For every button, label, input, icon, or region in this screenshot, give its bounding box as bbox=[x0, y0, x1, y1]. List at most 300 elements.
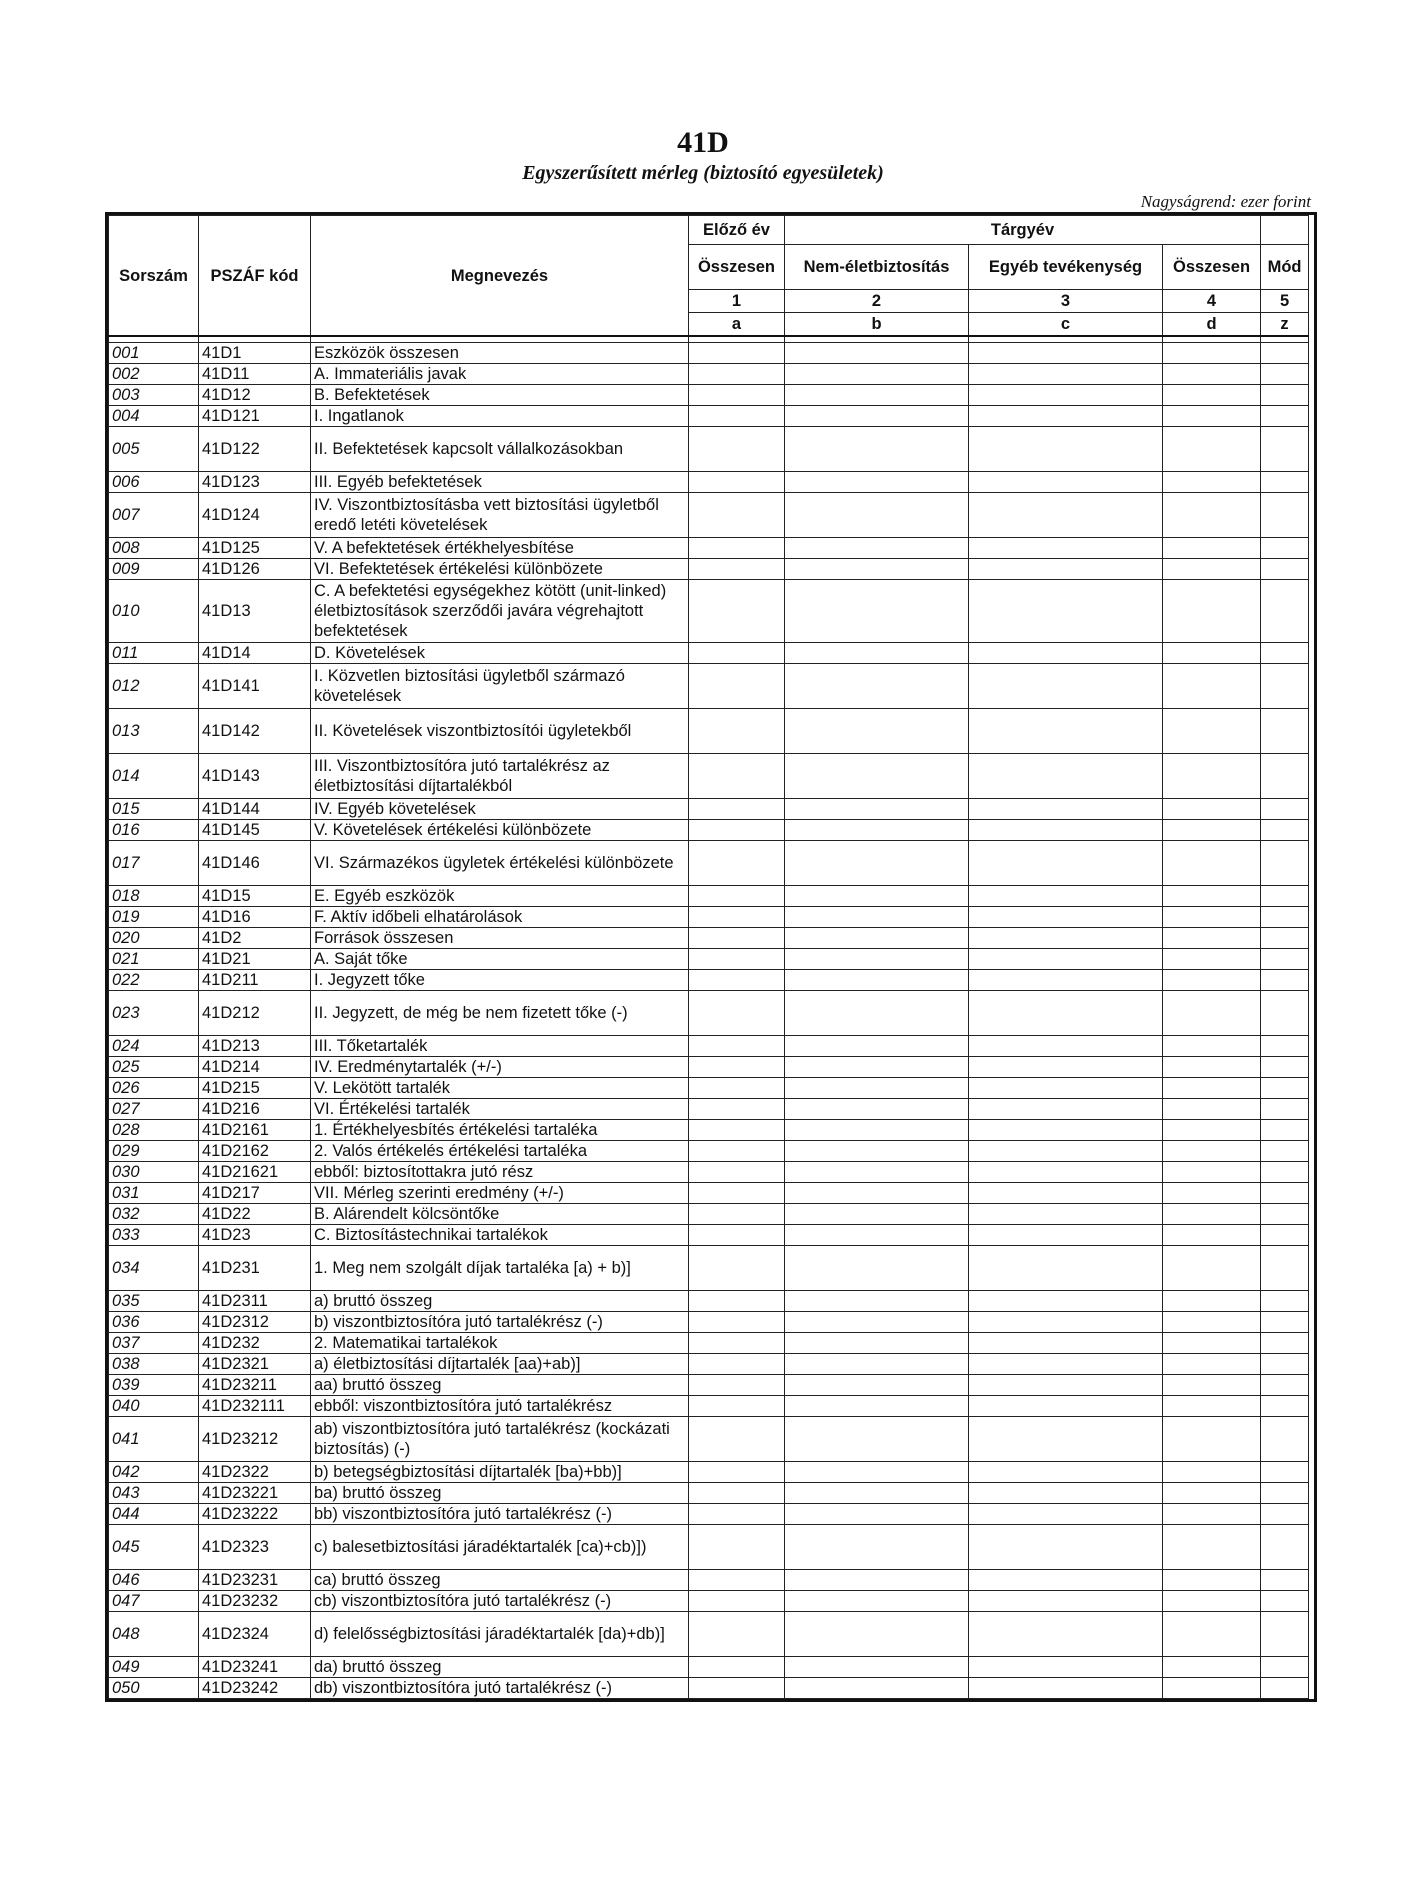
row-name: Források összesen bbox=[311, 928, 689, 949]
value-current-total[interactable] bbox=[1163, 1354, 1261, 1375]
value-other-activity[interactable] bbox=[969, 1225, 1163, 1246]
value-prev-total[interactable] bbox=[689, 991, 785, 1036]
value-prev-total[interactable] bbox=[689, 1333, 785, 1354]
table-row bbox=[109, 949, 1309, 970]
row-name: V. Lekötött tartalék bbox=[311, 1078, 689, 1099]
value-mode[interactable] bbox=[1261, 1183, 1309, 1204]
value-other-activity[interactable] bbox=[969, 364, 1163, 385]
row-code: 41D23231 bbox=[199, 1570, 311, 1591]
row-serial: 039 bbox=[109, 1375, 199, 1396]
value-current-total[interactable] bbox=[1163, 1162, 1261, 1183]
value-prev-total[interactable] bbox=[689, 709, 785, 754]
row-name: C. A befektetési egységekhez kötött (unit-linked) életbiztosítások szerződői javára végrehajtott befektetések bbox=[311, 580, 689, 643]
value-mode[interactable] bbox=[1261, 970, 1309, 991]
value-non-life[interactable] bbox=[785, 643, 969, 664]
row-serial: 048 bbox=[109, 1612, 199, 1657]
value-non-life[interactable] bbox=[785, 1396, 969, 1417]
value-current-total[interactable] bbox=[1163, 385, 1261, 406]
value-current-total[interactable] bbox=[1163, 1099, 1261, 1120]
value-other-activity[interactable] bbox=[969, 559, 1163, 580]
table-row bbox=[109, 1141, 1309, 1162]
value-prev-total[interactable] bbox=[689, 949, 785, 970]
value-other-activity[interactable] bbox=[969, 580, 1163, 643]
value-other-activity[interactable] bbox=[969, 1204, 1163, 1225]
value-mode[interactable] bbox=[1261, 1057, 1309, 1078]
value-non-life[interactable] bbox=[785, 493, 969, 538]
value-mode[interactable] bbox=[1261, 472, 1309, 493]
value-mode[interactable] bbox=[1261, 1612, 1309, 1657]
value-other-activity[interactable] bbox=[969, 1483, 1163, 1504]
value-current-total[interactable] bbox=[1163, 406, 1261, 427]
value-current-total[interactable] bbox=[1163, 1057, 1261, 1078]
value-other-activity[interactable] bbox=[969, 1657, 1163, 1678]
value-mode[interactable] bbox=[1261, 1354, 1309, 1375]
value-mode[interactable] bbox=[1261, 538, 1309, 559]
row-name: bb) viszontbiztosítóra jutó tartalékrész (-) bbox=[311, 1504, 689, 1525]
value-non-life[interactable] bbox=[785, 1036, 969, 1057]
value-prev-total[interactable] bbox=[689, 886, 785, 907]
value-prev-total[interactable] bbox=[689, 1525, 785, 1570]
value-current-total[interactable] bbox=[1163, 1570, 1261, 1591]
value-mode[interactable] bbox=[1261, 1678, 1309, 1699]
value-non-life[interactable] bbox=[785, 709, 969, 754]
value-prev-total[interactable] bbox=[689, 928, 785, 949]
row-code: 41D231 bbox=[199, 1246, 311, 1291]
value-non-life[interactable] bbox=[785, 1141, 969, 1162]
value-non-life[interactable] bbox=[785, 886, 969, 907]
value-prev-total[interactable] bbox=[689, 1375, 785, 1396]
value-non-life[interactable] bbox=[785, 949, 969, 970]
table-row bbox=[109, 820, 1309, 841]
value-non-life[interactable] bbox=[785, 1099, 969, 1120]
value-current-total[interactable] bbox=[1163, 427, 1261, 472]
value-current-total[interactable] bbox=[1163, 1504, 1261, 1525]
value-mode[interactable] bbox=[1261, 1375, 1309, 1396]
header-col-title: Nem-életbiztosítás bbox=[785, 245, 969, 290]
row-code: 41D21 bbox=[199, 949, 311, 970]
value-current-total[interactable] bbox=[1163, 1141, 1261, 1162]
row-code: 41D124 bbox=[199, 493, 311, 538]
value-mode[interactable] bbox=[1261, 1570, 1309, 1591]
value-current-total[interactable] bbox=[1163, 1120, 1261, 1141]
value-non-life[interactable] bbox=[785, 559, 969, 580]
value-other-activity[interactable] bbox=[969, 1333, 1163, 1354]
table-row bbox=[109, 1204, 1309, 1225]
value-current-total[interactable] bbox=[1163, 1462, 1261, 1483]
value-mode[interactable] bbox=[1261, 364, 1309, 385]
value-current-total[interactable] bbox=[1163, 991, 1261, 1036]
value-non-life[interactable] bbox=[785, 907, 969, 928]
value-mode[interactable] bbox=[1261, 1291, 1309, 1312]
value-non-life[interactable] bbox=[785, 754, 969, 799]
value-prev-total[interactable] bbox=[689, 427, 785, 472]
value-prev-total[interactable] bbox=[689, 1678, 785, 1699]
value-other-activity[interactable] bbox=[969, 1057, 1163, 1078]
value-other-activity[interactable] bbox=[969, 1570, 1163, 1591]
value-current-total[interactable] bbox=[1163, 928, 1261, 949]
value-prev-total[interactable] bbox=[689, 970, 785, 991]
value-non-life[interactable] bbox=[785, 1120, 969, 1141]
value-other-activity[interactable] bbox=[969, 1504, 1163, 1525]
value-mode[interactable] bbox=[1261, 1504, 1309, 1525]
row-name: 1. Értékhelyesbítés értékelési tartaléka bbox=[311, 1120, 689, 1141]
value-current-total[interactable] bbox=[1163, 949, 1261, 970]
row-code: 41D2 bbox=[199, 928, 311, 949]
value-other-activity[interactable] bbox=[969, 1183, 1163, 1204]
value-prev-total[interactable] bbox=[689, 493, 785, 538]
value-non-life[interactable] bbox=[785, 1504, 969, 1525]
table-row bbox=[109, 991, 1309, 1036]
value-other-activity[interactable] bbox=[969, 1162, 1163, 1183]
value-mode[interactable] bbox=[1261, 406, 1309, 427]
value-current-total[interactable] bbox=[1163, 538, 1261, 559]
value-non-life[interactable] bbox=[785, 1204, 969, 1225]
row-code: 41D23241 bbox=[199, 1657, 311, 1678]
value-non-life[interactable] bbox=[785, 1525, 969, 1570]
value-non-life[interactable] bbox=[785, 841, 969, 886]
value-current-total[interactable] bbox=[1163, 1417, 1261, 1462]
value-non-life[interactable] bbox=[785, 1417, 969, 1462]
value-mode[interactable] bbox=[1261, 1099, 1309, 1120]
value-prev-total[interactable] bbox=[689, 1483, 785, 1504]
value-mode[interactable] bbox=[1261, 1036, 1309, 1057]
value-non-life[interactable] bbox=[785, 538, 969, 559]
value-prev-total[interactable] bbox=[689, 1291, 785, 1312]
value-other-activity[interactable] bbox=[969, 1612, 1163, 1657]
row-serial: 015 bbox=[109, 799, 199, 820]
value-non-life[interactable] bbox=[785, 991, 969, 1036]
value-prev-total[interactable] bbox=[689, 1312, 785, 1333]
header-col-title: Összesen bbox=[689, 245, 785, 290]
value-non-life[interactable] bbox=[785, 364, 969, 385]
value-mode[interactable] bbox=[1261, 991, 1309, 1036]
row-name: F. Aktív időbeli elhatárolások bbox=[311, 907, 689, 928]
value-other-activity[interactable] bbox=[969, 907, 1163, 928]
value-other-activity[interactable] bbox=[969, 799, 1163, 820]
value-other-activity[interactable] bbox=[969, 385, 1163, 406]
row-code: 41D214 bbox=[199, 1057, 311, 1078]
value-other-activity[interactable] bbox=[969, 928, 1163, 949]
value-other-activity[interactable] bbox=[969, 643, 1163, 664]
value-prev-total[interactable] bbox=[689, 580, 785, 643]
value-mode[interactable] bbox=[1261, 1162, 1309, 1183]
value-mode[interactable] bbox=[1261, 1462, 1309, 1483]
value-other-activity[interactable] bbox=[969, 1462, 1163, 1483]
value-mode[interactable] bbox=[1261, 493, 1309, 538]
value-non-life[interactable] bbox=[785, 1462, 969, 1483]
value-prev-total[interactable] bbox=[689, 1396, 785, 1417]
value-non-life[interactable] bbox=[785, 1678, 969, 1699]
value-current-total[interactable] bbox=[1163, 754, 1261, 799]
value-mode[interactable] bbox=[1261, 1225, 1309, 1246]
value-non-life[interactable] bbox=[785, 1333, 969, 1354]
value-mode[interactable] bbox=[1261, 1078, 1309, 1099]
value-current-total[interactable] bbox=[1163, 820, 1261, 841]
value-prev-total[interactable] bbox=[689, 1354, 785, 1375]
value-prev-total[interactable] bbox=[689, 1612, 785, 1657]
value-other-activity[interactable] bbox=[969, 1591, 1163, 1612]
value-other-activity[interactable] bbox=[969, 1417, 1163, 1462]
row-serial: 026 bbox=[109, 1078, 199, 1099]
value-prev-total[interactable] bbox=[689, 1204, 785, 1225]
value-other-activity[interactable] bbox=[969, 1312, 1163, 1333]
row-serial: 021 bbox=[109, 949, 199, 970]
value-other-activity[interactable] bbox=[969, 1246, 1163, 1291]
value-prev-total[interactable] bbox=[689, 841, 785, 886]
table-row bbox=[109, 1078, 1309, 1099]
value-other-activity[interactable] bbox=[969, 886, 1163, 907]
value-non-life[interactable] bbox=[785, 580, 969, 643]
value-other-activity[interactable] bbox=[969, 1099, 1163, 1120]
value-mode[interactable] bbox=[1261, 886, 1309, 907]
table-row bbox=[109, 559, 1309, 580]
table-row bbox=[109, 886, 1309, 907]
value-current-total[interactable] bbox=[1163, 1246, 1261, 1291]
value-other-activity[interactable] bbox=[969, 472, 1163, 493]
value-other-activity[interactable] bbox=[969, 820, 1163, 841]
value-current-total[interactable] bbox=[1163, 886, 1261, 907]
value-current-total[interactable] bbox=[1163, 1483, 1261, 1504]
value-prev-total[interactable] bbox=[689, 820, 785, 841]
value-mode[interactable] bbox=[1261, 559, 1309, 580]
value-non-life[interactable] bbox=[785, 1078, 969, 1099]
value-current-total[interactable] bbox=[1163, 709, 1261, 754]
row-name: d) felelősségbiztosítási járadéktartalék [da)+db)] bbox=[311, 1612, 689, 1657]
row-code: 41D23242 bbox=[199, 1678, 311, 1699]
value-mode[interactable] bbox=[1261, 1396, 1309, 1417]
value-mode[interactable] bbox=[1261, 343, 1309, 364]
value-mode[interactable] bbox=[1261, 928, 1309, 949]
value-current-total[interactable] bbox=[1163, 1312, 1261, 1333]
value-non-life[interactable] bbox=[785, 799, 969, 820]
row-serial: 001 bbox=[109, 343, 199, 364]
value-other-activity[interactable] bbox=[969, 1354, 1163, 1375]
value-current-total[interactable] bbox=[1163, 472, 1261, 493]
value-mode[interactable] bbox=[1261, 1591, 1309, 1612]
value-current-total[interactable] bbox=[1163, 799, 1261, 820]
value-mode[interactable] bbox=[1261, 385, 1309, 406]
value-mode[interactable] bbox=[1261, 1525, 1309, 1570]
value-current-total[interactable] bbox=[1163, 841, 1261, 886]
header-col-letter: b bbox=[785, 313, 969, 337]
value-prev-total[interactable] bbox=[689, 385, 785, 406]
value-non-life[interactable] bbox=[785, 343, 969, 364]
value-prev-total[interactable] bbox=[689, 1591, 785, 1612]
value-current-total[interactable] bbox=[1163, 559, 1261, 580]
value-mode[interactable] bbox=[1261, 643, 1309, 664]
value-prev-total[interactable] bbox=[689, 559, 785, 580]
value-non-life[interactable] bbox=[785, 1225, 969, 1246]
value-other-activity[interactable] bbox=[969, 991, 1163, 1036]
value-current-total[interactable] bbox=[1163, 1525, 1261, 1570]
value-mode[interactable] bbox=[1261, 664, 1309, 709]
value-current-total[interactable] bbox=[1163, 1678, 1261, 1699]
header-col-number: 3 bbox=[969, 290, 1163, 313]
table-header bbox=[109, 216, 1309, 343]
value-mode[interactable] bbox=[1261, 709, 1309, 754]
table-row bbox=[109, 580, 1309, 643]
value-prev-total[interactable] bbox=[689, 1246, 785, 1291]
value-mode[interactable] bbox=[1261, 1246, 1309, 1291]
value-other-activity[interactable] bbox=[969, 1525, 1163, 1570]
value-non-life[interactable] bbox=[785, 427, 969, 472]
value-other-activity[interactable] bbox=[969, 1375, 1163, 1396]
value-current-total[interactable] bbox=[1163, 364, 1261, 385]
value-non-life[interactable] bbox=[785, 1375, 969, 1396]
value-prev-total[interactable] bbox=[689, 364, 785, 385]
value-non-life[interactable] bbox=[785, 1570, 969, 1591]
value-non-life[interactable] bbox=[785, 970, 969, 991]
value-non-life[interactable] bbox=[785, 1657, 969, 1678]
value-other-activity[interactable] bbox=[969, 1678, 1163, 1699]
value-prev-total[interactable] bbox=[689, 1036, 785, 1057]
value-other-activity[interactable] bbox=[969, 1396, 1163, 1417]
value-non-life[interactable] bbox=[785, 1612, 969, 1657]
value-non-life[interactable] bbox=[785, 1591, 969, 1612]
value-mode[interactable] bbox=[1261, 1483, 1309, 1504]
value-current-total[interactable] bbox=[1163, 970, 1261, 991]
value-prev-total[interactable] bbox=[689, 1099, 785, 1120]
value-mode[interactable] bbox=[1261, 1333, 1309, 1354]
value-mode[interactable] bbox=[1261, 1417, 1309, 1462]
value-other-activity[interactable] bbox=[969, 664, 1163, 709]
value-current-total[interactable] bbox=[1163, 1657, 1261, 1678]
value-prev-total[interactable] bbox=[689, 799, 785, 820]
row-name: 2. Valós értékelés értékelési tartaléka bbox=[311, 1141, 689, 1162]
value-other-activity[interactable] bbox=[969, 343, 1163, 364]
value-mode[interactable] bbox=[1261, 754, 1309, 799]
value-current-total[interactable] bbox=[1163, 493, 1261, 538]
value-non-life[interactable] bbox=[785, 1057, 969, 1078]
value-mode[interactable] bbox=[1261, 1120, 1309, 1141]
value-mode[interactable] bbox=[1261, 820, 1309, 841]
row-name: C. Biztosítástechnikai tartalékok bbox=[311, 1225, 689, 1246]
value-current-total[interactable] bbox=[1163, 1078, 1261, 1099]
value-current-total[interactable] bbox=[1163, 1591, 1261, 1612]
value-mode[interactable] bbox=[1261, 1141, 1309, 1162]
value-prev-total[interactable] bbox=[689, 1657, 785, 1678]
value-prev-total[interactable] bbox=[689, 1183, 785, 1204]
value-mode[interactable] bbox=[1261, 799, 1309, 820]
value-non-life[interactable] bbox=[785, 820, 969, 841]
value-other-activity[interactable] bbox=[969, 709, 1163, 754]
row-code: 41D212 bbox=[199, 991, 311, 1036]
value-non-life[interactable] bbox=[785, 1183, 969, 1204]
row-name: B. Alárendelt kölcsöntőke bbox=[311, 1204, 689, 1225]
value-mode[interactable] bbox=[1261, 427, 1309, 472]
value-current-total[interactable] bbox=[1163, 1612, 1261, 1657]
value-other-activity[interactable] bbox=[969, 493, 1163, 538]
value-prev-total[interactable] bbox=[689, 907, 785, 928]
value-non-life[interactable] bbox=[785, 928, 969, 949]
value-prev-total[interactable] bbox=[689, 1141, 785, 1162]
value-prev-total[interactable] bbox=[689, 1162, 785, 1183]
value-non-life[interactable] bbox=[785, 664, 969, 709]
value-mode[interactable] bbox=[1261, 1657, 1309, 1678]
value-mode[interactable] bbox=[1261, 1204, 1309, 1225]
row-code: 41D126 bbox=[199, 559, 311, 580]
value-prev-total[interactable] bbox=[689, 1462, 785, 1483]
value-non-life[interactable] bbox=[785, 1354, 969, 1375]
value-current-total[interactable] bbox=[1163, 907, 1261, 928]
value-prev-total[interactable] bbox=[689, 1057, 785, 1078]
value-non-life[interactable] bbox=[785, 472, 969, 493]
row-code: 41D232111 bbox=[199, 1396, 311, 1417]
value-non-life[interactable] bbox=[785, 385, 969, 406]
value-prev-total[interactable] bbox=[689, 1120, 785, 1141]
value-prev-total[interactable] bbox=[689, 754, 785, 799]
value-prev-total[interactable] bbox=[689, 343, 785, 364]
row-serial: 024 bbox=[109, 1036, 199, 1057]
value-non-life[interactable] bbox=[785, 1312, 969, 1333]
value-other-activity[interactable] bbox=[969, 754, 1163, 799]
value-non-life[interactable] bbox=[785, 1162, 969, 1183]
value-current-total[interactable] bbox=[1163, 1396, 1261, 1417]
value-other-activity[interactable] bbox=[969, 1036, 1163, 1057]
value-mode[interactable] bbox=[1261, 580, 1309, 643]
value-current-total[interactable] bbox=[1163, 1036, 1261, 1057]
value-prev-total[interactable] bbox=[689, 1225, 785, 1246]
value-current-total[interactable] bbox=[1163, 643, 1261, 664]
value-other-activity[interactable] bbox=[969, 949, 1163, 970]
header-blank bbox=[1261, 216, 1309, 245]
value-mode[interactable] bbox=[1261, 1312, 1309, 1333]
value-prev-total[interactable] bbox=[689, 406, 785, 427]
value-current-total[interactable] bbox=[1163, 1183, 1261, 1204]
value-current-total[interactable] bbox=[1163, 664, 1261, 709]
value-non-life[interactable] bbox=[785, 406, 969, 427]
value-current-total[interactable] bbox=[1163, 580, 1261, 643]
row-code: 41D215 bbox=[199, 1078, 311, 1099]
value-other-activity[interactable] bbox=[969, 1291, 1163, 1312]
value-mode[interactable] bbox=[1261, 907, 1309, 928]
row-code: 41D122 bbox=[199, 427, 311, 472]
value-current-total[interactable] bbox=[1163, 1375, 1261, 1396]
row-code: 41D2322 bbox=[199, 1462, 311, 1483]
value-current-total[interactable] bbox=[1163, 1225, 1261, 1246]
value-non-life[interactable] bbox=[785, 1291, 969, 1312]
value-prev-total[interactable] bbox=[689, 538, 785, 559]
table-row bbox=[109, 1612, 1309, 1657]
value-other-activity[interactable] bbox=[969, 970, 1163, 991]
value-other-activity[interactable] bbox=[969, 427, 1163, 472]
value-prev-total[interactable] bbox=[689, 1570, 785, 1591]
value-other-activity[interactable] bbox=[969, 406, 1163, 427]
row-name: II. Befektetések kapcsolt vállalkozásokban bbox=[311, 427, 689, 472]
value-prev-total[interactable] bbox=[689, 472, 785, 493]
value-other-activity[interactable] bbox=[969, 1078, 1163, 1099]
value-prev-total[interactable] bbox=[689, 643, 785, 664]
value-non-life[interactable] bbox=[785, 1246, 969, 1291]
value-other-activity[interactable] bbox=[969, 538, 1163, 559]
row-name: V. Követelések értékelési különbözete bbox=[311, 820, 689, 841]
value-prev-total[interactable] bbox=[689, 1417, 785, 1462]
value-current-total[interactable] bbox=[1163, 1204, 1261, 1225]
row-name: IV. Egyéb követelések bbox=[311, 799, 689, 820]
value-current-total[interactable] bbox=[1163, 1333, 1261, 1354]
value-other-activity[interactable] bbox=[969, 1141, 1163, 1162]
value-prev-total[interactable] bbox=[689, 1078, 785, 1099]
value-non-life[interactable] bbox=[785, 1483, 969, 1504]
value-other-activity[interactable] bbox=[969, 1120, 1163, 1141]
value-mode[interactable] bbox=[1261, 949, 1309, 970]
value-other-activity[interactable] bbox=[969, 841, 1163, 886]
value-prev-total[interactable] bbox=[689, 1504, 785, 1525]
value-current-total[interactable] bbox=[1163, 343, 1261, 364]
value-mode[interactable] bbox=[1261, 841, 1309, 886]
value-prev-total[interactable] bbox=[689, 664, 785, 709]
value-current-total[interactable] bbox=[1163, 1291, 1261, 1312]
